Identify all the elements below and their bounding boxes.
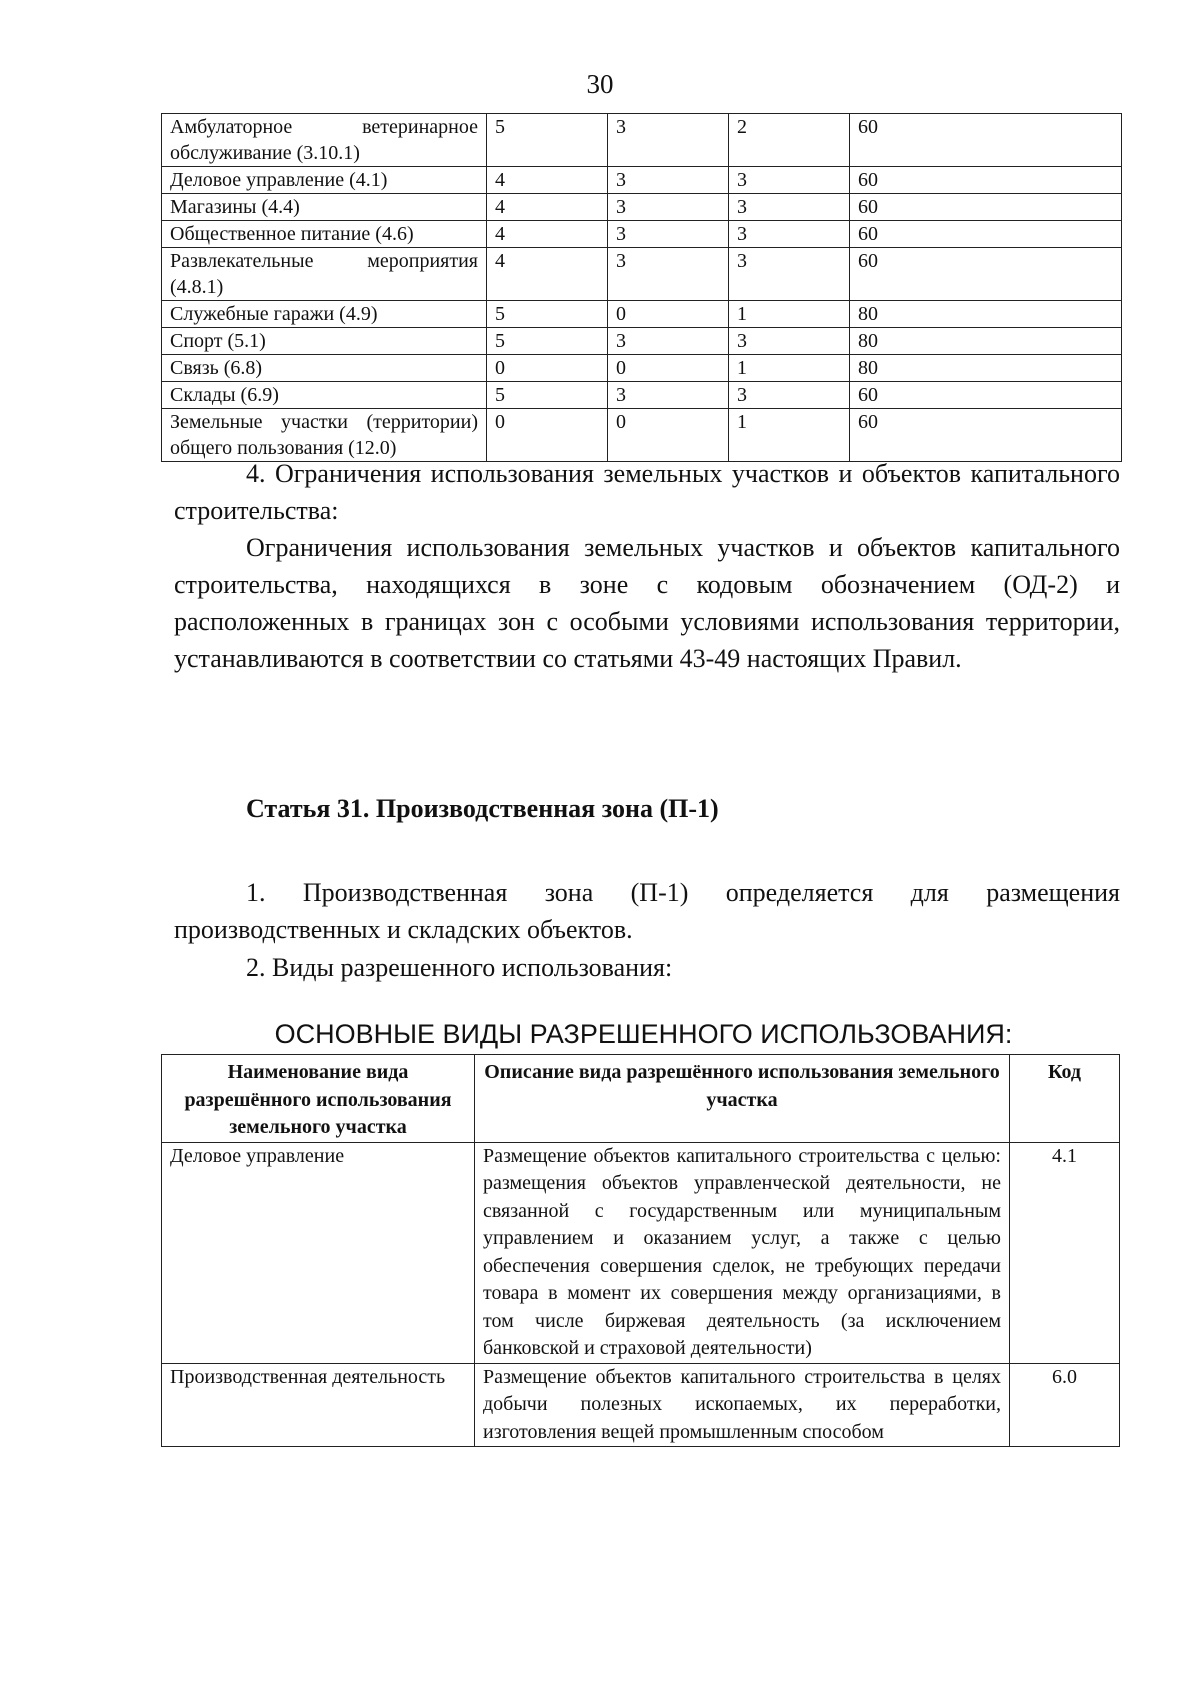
row-value-cell: 60 xyxy=(850,382,1122,409)
row-name-cell: Магазины (4.4) xyxy=(162,194,487,221)
table-row xyxy=(162,194,1122,221)
table-row xyxy=(162,167,1122,194)
table-row xyxy=(162,409,1122,462)
header-code: Код xyxy=(1010,1055,1120,1143)
table-row xyxy=(162,221,1122,248)
table-row xyxy=(162,301,1122,328)
row-value-cell: 4 xyxy=(487,248,608,301)
use-description-cell: Размещение объектов капитального строительства с целью: размещения объектов управленческой деятельности, не связанной с государственным или муниципальным управлением и оказанием услуг, а также с целью обеспечения совершения сделок, не требующих передачи товара в момент их совершения между организациями, в том числе биржевая деятельность (за исключением банковской и страховой деятельности) xyxy=(475,1142,1010,1363)
table-row xyxy=(162,382,1122,409)
header-description: Описание вида разрешённого использования земельного участка xyxy=(475,1055,1010,1143)
table-header-row xyxy=(162,1055,1120,1143)
row-value-cell: 1 xyxy=(729,301,850,328)
row-name-cell: Амбулаторное ветеринарное обслуживание (3.10.1) xyxy=(162,114,487,167)
table-row xyxy=(162,114,1122,167)
row-value-cell: 3 xyxy=(729,167,850,194)
row-value-cell: 3 xyxy=(608,114,729,167)
header-name: Наименование вида разрешённого использования земельного участка xyxy=(162,1055,475,1143)
permitted-uses-table xyxy=(161,1054,1120,1447)
row-value-cell: 3 xyxy=(608,248,729,301)
row-value-cell: 80 xyxy=(850,301,1122,328)
zone-definition-paragraph: 1. Производственная зона (П-1) определяется для размещения производственных и складских объектов. xyxy=(174,878,1120,944)
row-value-cell: 80 xyxy=(850,328,1122,355)
row-value-cell: 0 xyxy=(487,355,608,382)
row-value-cell: 60 xyxy=(850,167,1122,194)
row-name-cell: Спорт (5.1) xyxy=(162,328,487,355)
page-number: 30 xyxy=(586,69,614,99)
row-value-cell: 4 xyxy=(487,221,608,248)
row-value-cell: 3 xyxy=(729,194,850,221)
row-value-cell: 1 xyxy=(729,409,850,462)
row-value-cell: 3 xyxy=(729,248,850,301)
row-value-cell: 3 xyxy=(729,382,850,409)
row-value-cell: 1 xyxy=(729,355,850,382)
table-caption: ОСНОВНЫЕ ВИДЫ РАЗРЕШЕННОГО ИСПОЛЬЗОВАНИЯ: xyxy=(274,1019,1013,1049)
row-value-cell: 3 xyxy=(608,167,729,194)
row-name-cell: Общественное питание (4.6) xyxy=(162,221,487,248)
row-value-cell: 4 xyxy=(487,194,608,221)
restrictions-paragraph-title: 4. Ограничения использования земельных участков и объектов капитального строительства: xyxy=(174,459,1120,525)
row-value-cell: 2 xyxy=(729,114,850,167)
row-value-cell: 5 xyxy=(487,382,608,409)
row-value-cell: 3 xyxy=(608,328,729,355)
row-value-cell: 3 xyxy=(608,221,729,248)
use-code-cell: 4.1 xyxy=(1010,1142,1120,1363)
row-value-cell: 60 xyxy=(850,248,1122,301)
table-row xyxy=(162,1142,1120,1363)
restrictions-paragraph-text: Ограничения использования земельных участков и объектов капитального строительства, находящихся в зоне с кодовым обозначением (ОД-2) и расположенных в границах зон с особыми условиями использования территории, устанавливаются в соответствии со статьями 43-49 настоящих Правил. xyxy=(174,533,1120,673)
zone-parameters-table xyxy=(161,113,1122,462)
row-value-cell: 60 xyxy=(850,221,1122,248)
row-value-cell: 0 xyxy=(487,409,608,462)
row-value-cell: 80 xyxy=(850,355,1122,382)
row-value-cell: 60 xyxy=(850,409,1122,462)
row-value-cell: 3 xyxy=(608,194,729,221)
table-row xyxy=(162,328,1122,355)
permitted-uses-paragraph: 2. Виды разрешенного использования: xyxy=(246,953,673,982)
row-value-cell: 5 xyxy=(487,328,608,355)
row-value-cell: 5 xyxy=(487,114,608,167)
row-name-cell: Земельные участки (территории) общего пользования (12.0) xyxy=(162,409,487,462)
use-name-cell: Деловое управление xyxy=(162,1142,475,1363)
row-name-cell: Склады (6.9) xyxy=(162,382,487,409)
use-name-cell: Производственная деятельность xyxy=(162,1363,475,1447)
row-value-cell: 60 xyxy=(850,194,1122,221)
table-row xyxy=(162,1363,1120,1447)
row-name-cell: Связь (6.8) xyxy=(162,355,487,382)
row-value-cell: 3 xyxy=(729,328,850,355)
row-value-cell: 60 xyxy=(850,114,1122,167)
row-value-cell: 0 xyxy=(608,409,729,462)
row-name-cell: Служебные гаражи (4.9) xyxy=(162,301,487,328)
row-value-cell: 0 xyxy=(608,301,729,328)
use-code-cell: 6.0 xyxy=(1010,1363,1120,1447)
row-name-cell: Развлекательные мероприятия (4.8.1) xyxy=(162,248,487,301)
row-value-cell: 3 xyxy=(608,382,729,409)
article-heading: Статья 31. Производственная зона (П-1) xyxy=(246,794,719,823)
row-value-cell: 5 xyxy=(487,301,608,328)
row-value-cell: 0 xyxy=(608,355,729,382)
row-value-cell: 3 xyxy=(729,221,850,248)
row-name-cell: Деловое управление (4.1) xyxy=(162,167,487,194)
row-value-cell: 4 xyxy=(487,167,608,194)
use-description-cell: Размещение объектов капитального строительства в целях добычи полезных ископаемых, их переработки, изготовления вещей промышленным способом xyxy=(475,1363,1010,1447)
table-row xyxy=(162,248,1122,301)
table-row xyxy=(162,355,1122,382)
